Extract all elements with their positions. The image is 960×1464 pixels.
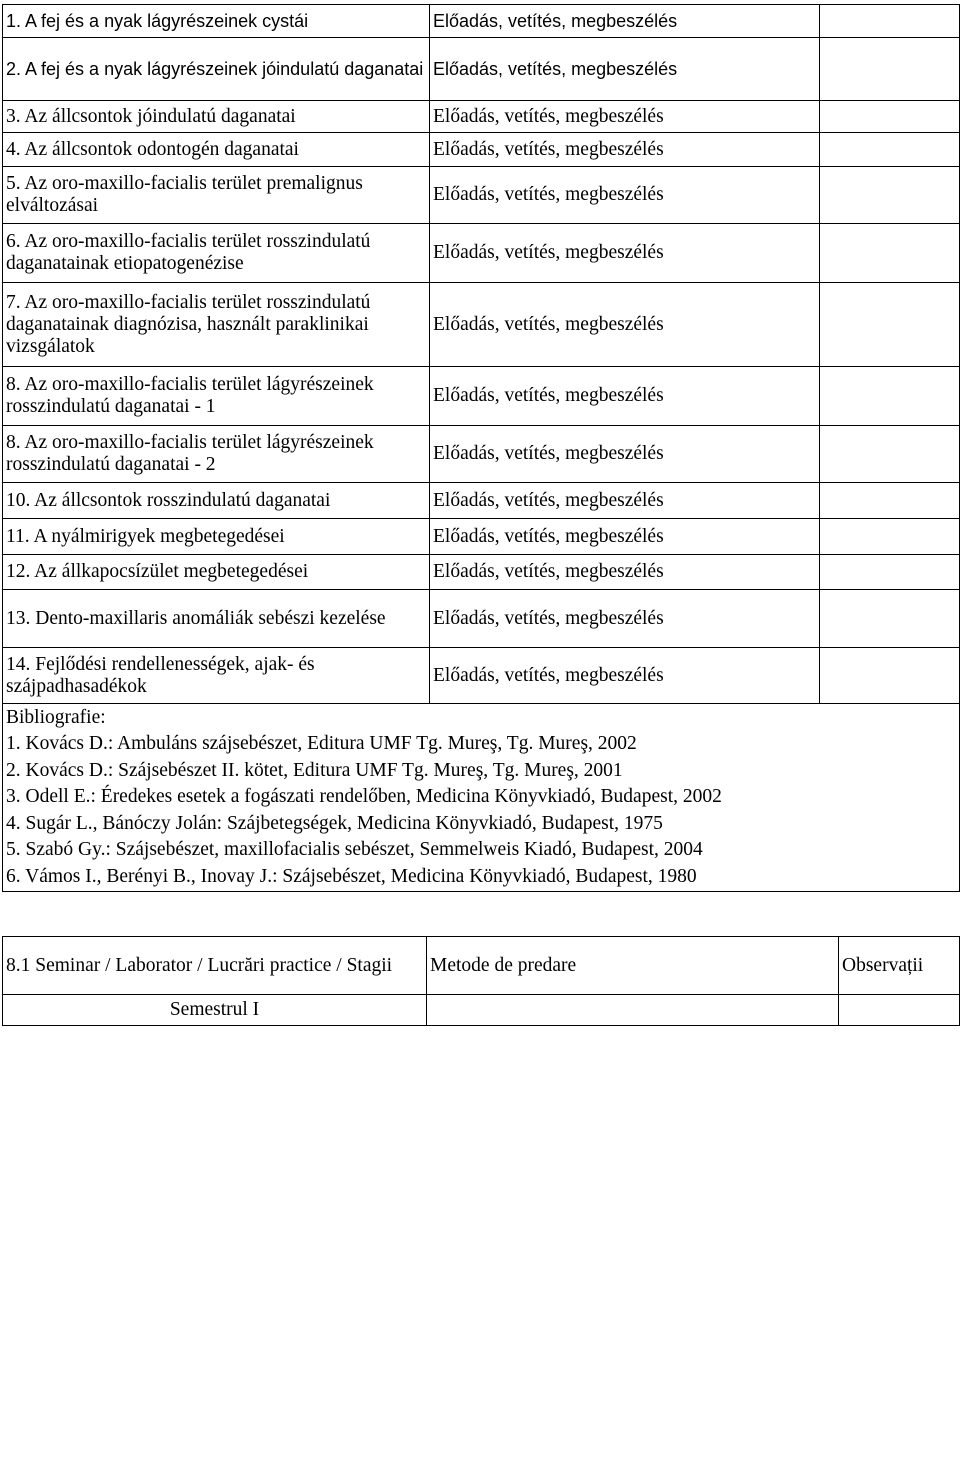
method-cell: Előadás, vetítés, megbeszélés bbox=[430, 101, 820, 133]
method-cell: Előadás, vetítés, megbeszélés bbox=[430, 426, 820, 483]
method-cell: Előadás, vetítés, megbeszélés bbox=[430, 167, 820, 224]
table-row bbox=[3, 167, 960, 224]
topic-cell: 3. Az állcsontok jóindulatú daganatai bbox=[3, 101, 430, 133]
bibliography-item: 4. Sugár L., Bánóczy Jolán: Szájbetegségek, Medicina Könyvkiadó, Budapest, 1975 bbox=[6, 812, 663, 834]
table-row bbox=[3, 38, 960, 101]
table-row bbox=[3, 367, 960, 426]
bibliography-item: 3. Odell E.: Éredekes esetek a fogászati rendelőben, Medicina Könyvkiadó, Budapest, 2002 bbox=[6, 786, 722, 807]
topic-cell: 13. Dento-maxillaris anomáliák sebészi kezelése bbox=[3, 590, 430, 648]
topic-cell: 8. Az oro-maxillo-facialis terület lágyrészeinek rosszindulatú daganatai - 1 bbox=[3, 367, 430, 426]
table-row bbox=[3, 101, 960, 133]
bibliography-title: Bibliografie: bbox=[6, 707, 106, 728]
topic-cell: 11. A nyálmirigyek megbetegedései bbox=[3, 519, 430, 555]
topic-cell: 4. Az állcsontok odontogén daganatai bbox=[3, 133, 430, 167]
method-cell: Előadás, vetítés, megbeszélés bbox=[430, 38, 820, 101]
observation-cell bbox=[820, 101, 960, 133]
empty-cell bbox=[427, 995, 839, 1026]
semester-label: Semestrul I bbox=[3, 995, 427, 1026]
method-cell: Előadás, vetítés, megbeszélés bbox=[430, 283, 820, 367]
observation-cell bbox=[820, 483, 960, 519]
seminar-header-row bbox=[3, 937, 960, 995]
observation-cell bbox=[820, 5, 960, 38]
seminar-table bbox=[2, 936, 960, 1026]
method-cell: Előadás, vetítés, megbeszélés bbox=[430, 133, 820, 167]
observations-header: Observații bbox=[839, 937, 960, 995]
topic-cell: 1. A fej és a nyak lágyrészeinek cystái bbox=[3, 5, 430, 38]
teaching-methods-header: Metode de predare bbox=[427, 937, 839, 995]
table-row bbox=[3, 648, 960, 704]
bibliography-item: 1. Kovács D.: Ambuláns szájsebészet, Editura UMF Tg. Mureş, Tg. Mureş, 2002 bbox=[6, 733, 637, 754]
method-cell: Előadás, vetítés, megbeszélés bbox=[430, 5, 820, 38]
bibliography-item: 6. Vámos I., Berényi B., Inovay J.: Szájsebészet, Medicina Könyvkiadó, Budapest, 1980 bbox=[6, 865, 697, 887]
observation-cell bbox=[820, 38, 960, 101]
table-row bbox=[3, 224, 960, 283]
table-row bbox=[3, 133, 960, 167]
method-cell: Előadás, vetítés, megbeszélés bbox=[430, 483, 820, 519]
course-topics-table bbox=[2, 4, 960, 892]
observation-cell bbox=[820, 133, 960, 167]
table-row bbox=[3, 426, 960, 483]
table-row bbox=[3, 590, 960, 648]
method-cell: Előadás, vetítés, megbeszélés bbox=[430, 555, 820, 590]
table-row bbox=[3, 519, 960, 555]
method-cell: Előadás, vetítés, megbeszélés bbox=[430, 590, 820, 648]
method-cell: Előadás, vetítés, megbeszélés bbox=[430, 367, 820, 426]
bibliography-item: 2. Kovács D.: Szájsebészet II. kötet, Editura UMF Tg. Mureş, Tg. Mureş, 2001 bbox=[6, 759, 623, 781]
observation-cell bbox=[820, 648, 960, 704]
bibliography-row bbox=[3, 704, 960, 892]
topic-cell: 2. A fej és a nyak lágyrészeinek jóindulatú daganatai bbox=[3, 38, 430, 101]
observation-cell bbox=[820, 426, 960, 483]
topic-cell: 12. Az állkapocsízület megbetegedései bbox=[3, 555, 430, 590]
bibliography-item: 5. Szabó Gy.: Szájsebészet, maxillofacialis sebészet, Semmelweis Kiadó, Budapest, 2004 bbox=[6, 839, 703, 860]
seminar-activity-header: 8.1 Seminar / Laborator / Lucrări practice / Stagii bbox=[3, 937, 427, 995]
topic-cell: 10. Az állcsontok rosszindulatú daganatai bbox=[3, 483, 430, 519]
topic-cell: 14. Fejlődési rendellenességek, ajak- és szájpadhasadékok bbox=[3, 648, 430, 704]
bibliography bbox=[3, 704, 960, 892]
method-cell: Előadás, vetítés, megbeszélés bbox=[430, 648, 820, 704]
topic-cell: 7. Az oro-maxillo-facialis terület rosszindulatú daganatainak diagnózisa, használt paraklinikai vizsgálatok bbox=[3, 283, 430, 367]
table-row bbox=[3, 5, 960, 38]
table-row bbox=[3, 555, 960, 590]
method-cell: Előadás, vetítés, megbeszélés bbox=[430, 224, 820, 283]
empty-cell bbox=[839, 995, 960, 1026]
method-cell: Előadás, vetítés, megbeszélés bbox=[430, 519, 820, 555]
observation-cell bbox=[820, 555, 960, 590]
observation-cell bbox=[820, 283, 960, 367]
topic-cell: 5. Az oro-maxillo-facialis terület premalignus elváltozásai bbox=[3, 167, 430, 224]
table-row bbox=[3, 283, 960, 367]
observation-cell bbox=[820, 224, 960, 283]
observation-cell bbox=[820, 367, 960, 426]
semester-row bbox=[3, 995, 960, 1026]
table-row bbox=[3, 483, 960, 519]
observation-cell bbox=[820, 519, 960, 555]
topic-cell: 6. Az oro-maxillo-facialis terület rosszindulatú daganatainak etiopatogenézise bbox=[3, 224, 430, 283]
observation-cell bbox=[820, 167, 960, 224]
topic-cell: 8. Az oro-maxillo-facialis terület lágyrészeinek rosszindulatú daganatai - 2 bbox=[3, 426, 430, 483]
observation-cell bbox=[820, 590, 960, 648]
